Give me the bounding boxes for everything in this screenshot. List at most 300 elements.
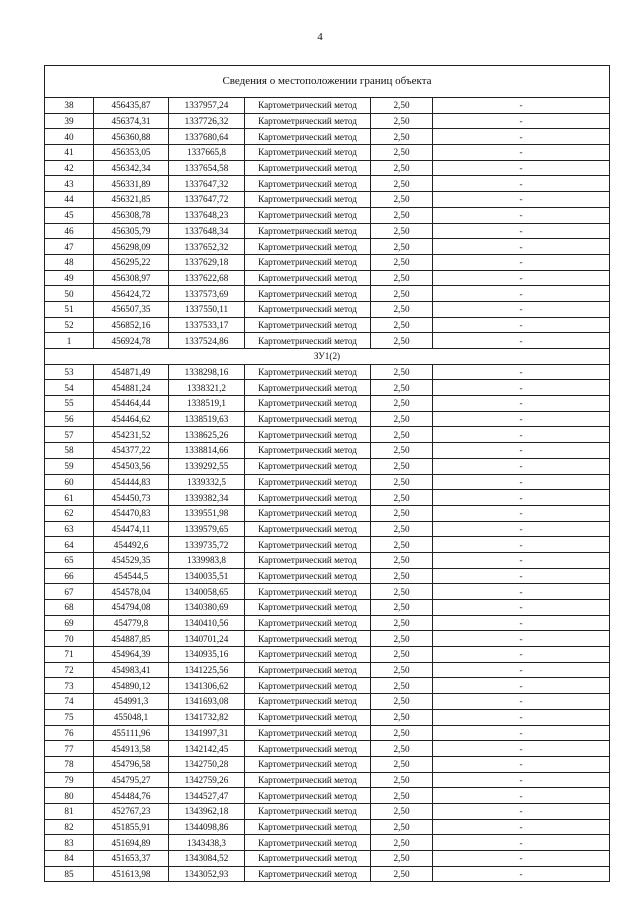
table-row (45, 631, 610, 647)
boundary-coordinates-table (44, 65, 610, 882)
table-row (45, 145, 610, 161)
table-row (45, 270, 610, 286)
y-coordinate-cell: 1339551,98 (169, 505, 245, 521)
precision-cell: 2,50 (371, 788, 433, 804)
note-cell: - (433, 851, 610, 867)
precision-cell: 2,50 (371, 160, 433, 176)
point-number-cell: 1 (45, 333, 94, 349)
method-cell: Картометрический метод (245, 223, 371, 239)
x-coordinate-cell: 451653,37 (94, 851, 169, 867)
precision-cell: 2,50 (371, 98, 433, 114)
method-cell: Картометрический метод (245, 192, 371, 208)
note-cell: - (433, 270, 610, 286)
point-number-cell: 64 (45, 537, 94, 553)
table-row (45, 160, 610, 176)
note-cell: - (433, 145, 610, 161)
y-coordinate-cell: 1339332,5 (169, 474, 245, 490)
x-coordinate-cell: 456507,35 (94, 301, 169, 317)
note-cell: - (433, 615, 610, 631)
note-cell: - (433, 129, 610, 145)
table-row (45, 678, 610, 694)
note-cell: - (433, 223, 610, 239)
point-number-cell: 44 (45, 192, 94, 208)
section-label: ЗУ1(2) (45, 349, 610, 365)
y-coordinate-cell: 1341306,62 (169, 678, 245, 694)
note-cell: - (433, 725, 610, 741)
y-coordinate-cell: 1337654,58 (169, 160, 245, 176)
point-number-cell: 55 (45, 396, 94, 412)
method-cell: Картометрический метод (245, 584, 371, 600)
method-cell: Картометрический метод (245, 694, 371, 710)
y-coordinate-cell: 1337680,64 (169, 129, 245, 145)
method-cell: Картометрический метод (245, 427, 371, 443)
table-row (45, 725, 610, 741)
method-cell: Картометрический метод (245, 600, 371, 616)
x-coordinate-cell: 454779,8 (94, 615, 169, 631)
method-cell: Картометрический метод (245, 505, 371, 521)
note-cell: - (433, 254, 610, 270)
point-number-cell: 75 (45, 709, 94, 725)
x-coordinate-cell: 454983,41 (94, 662, 169, 678)
note-cell: - (433, 301, 610, 317)
y-coordinate-cell: 1337652,32 (169, 239, 245, 255)
note-cell: - (433, 788, 610, 804)
point-number-cell: 62 (45, 505, 94, 521)
method-cell: Картометрический метод (245, 490, 371, 506)
method-cell: Картометрический метод (245, 788, 371, 804)
point-number-cell: 53 (45, 364, 94, 380)
note-cell: - (433, 427, 610, 443)
y-coordinate-cell: 1343052,93 (169, 866, 245, 882)
precision-cell: 2,50 (371, 443, 433, 459)
note-cell: - (433, 568, 610, 584)
table-row (45, 458, 610, 474)
section-row (45, 349, 610, 365)
table-row (45, 254, 610, 270)
table-row (45, 505, 610, 521)
x-coordinate-cell: 456331,89 (94, 176, 169, 192)
table-row (45, 223, 610, 239)
note-cell: - (433, 835, 610, 851)
table-row (45, 866, 610, 882)
precision-cell: 2,50 (371, 239, 433, 255)
x-coordinate-cell: 454991,3 (94, 694, 169, 710)
table-row (45, 709, 610, 725)
x-coordinate-cell: 454470,83 (94, 505, 169, 521)
point-number-cell: 77 (45, 741, 94, 757)
note-cell: - (433, 819, 610, 835)
table-row (45, 207, 610, 223)
y-coordinate-cell: 1341997,31 (169, 725, 245, 741)
note-cell: - (433, 474, 610, 490)
point-number-cell: 58 (45, 443, 94, 459)
x-coordinate-cell: 456342,34 (94, 160, 169, 176)
y-coordinate-cell: 1339292,55 (169, 458, 245, 474)
precision-cell: 2,50 (371, 286, 433, 302)
note-cell: - (433, 662, 610, 678)
point-number-cell: 59 (45, 458, 94, 474)
y-coordinate-cell: 1343438,3 (169, 835, 245, 851)
note-cell: - (433, 552, 610, 568)
point-number-cell: 79 (45, 772, 94, 788)
note-cell: - (433, 98, 610, 114)
method-cell: Картометрический метод (245, 239, 371, 255)
point-number-cell: 68 (45, 600, 94, 616)
note-cell: - (433, 584, 610, 600)
point-number-cell: 48 (45, 254, 94, 270)
y-coordinate-cell: 1340035,51 (169, 568, 245, 584)
x-coordinate-cell: 456424,72 (94, 286, 169, 302)
method-cell: Картометрический метод (245, 411, 371, 427)
x-coordinate-cell: 454484,76 (94, 788, 169, 804)
x-coordinate-cell: 454444,83 (94, 474, 169, 490)
precision-cell: 2,50 (371, 192, 433, 208)
x-coordinate-cell: 454464,62 (94, 411, 169, 427)
method-cell: Картометрический метод (245, 662, 371, 678)
precision-cell: 2,50 (371, 474, 433, 490)
method-cell: Картометрический метод (245, 851, 371, 867)
precision-cell: 2,50 (371, 380, 433, 396)
method-cell: Картометрический метод (245, 474, 371, 490)
note-cell: - (433, 176, 610, 192)
y-coordinate-cell: 1337647,32 (169, 176, 245, 192)
table-row (45, 317, 610, 333)
point-number-cell: 39 (45, 113, 94, 129)
x-coordinate-cell: 454474,11 (94, 521, 169, 537)
precision-cell: 2,50 (371, 694, 433, 710)
y-coordinate-cell: 1340935,16 (169, 647, 245, 663)
point-number-cell: 66 (45, 568, 94, 584)
note-cell: - (433, 521, 610, 537)
precision-cell: 2,50 (371, 772, 433, 788)
x-coordinate-cell: 451855,91 (94, 819, 169, 835)
x-coordinate-cell: 455111,96 (94, 725, 169, 741)
precision-cell: 2,50 (371, 396, 433, 412)
precision-cell: 2,50 (371, 207, 433, 223)
note-cell: - (433, 741, 610, 757)
x-coordinate-cell: 454871,49 (94, 364, 169, 380)
x-coordinate-cell: 454529,35 (94, 552, 169, 568)
x-coordinate-cell: 454578,04 (94, 584, 169, 600)
y-coordinate-cell: 1337533,17 (169, 317, 245, 333)
precision-cell: 2,50 (371, 851, 433, 867)
point-number-cell: 78 (45, 756, 94, 772)
point-number-cell: 80 (45, 788, 94, 804)
point-number-cell: 43 (45, 176, 94, 192)
point-number-cell: 51 (45, 301, 94, 317)
y-coordinate-cell: 1337629,18 (169, 254, 245, 270)
y-coordinate-cell: 1340058,65 (169, 584, 245, 600)
point-number-cell: 69 (45, 615, 94, 631)
x-coordinate-cell: 454887,85 (94, 631, 169, 647)
point-number-cell: 63 (45, 521, 94, 537)
method-cell: Картометрический метод (245, 254, 371, 270)
y-coordinate-cell: 1337524,86 (169, 333, 245, 349)
table-row (45, 443, 610, 459)
x-coordinate-cell: 456360,88 (94, 129, 169, 145)
y-coordinate-cell: 1339735,72 (169, 537, 245, 553)
precision-cell: 2,50 (371, 129, 433, 145)
y-coordinate-cell: 1337573,69 (169, 286, 245, 302)
precision-cell: 2,50 (371, 584, 433, 600)
precision-cell: 2,50 (371, 647, 433, 663)
page-number: 4 (317, 31, 323, 43)
method-cell: Картометрический метод (245, 835, 371, 851)
method-cell: Картометрический метод (245, 725, 371, 741)
method-cell: Картометрический метод (245, 537, 371, 553)
note-cell: - (433, 286, 610, 302)
precision-cell: 2,50 (371, 662, 433, 678)
y-coordinate-cell: 1342759,26 (169, 772, 245, 788)
table-title: Сведения о местоположении границ объекта (45, 66, 610, 98)
note-cell: - (433, 364, 610, 380)
method-cell: Картометрический метод (245, 176, 371, 192)
x-coordinate-cell: 456295,22 (94, 254, 169, 270)
table-row (45, 615, 610, 631)
precision-cell: 2,50 (371, 505, 433, 521)
point-number-cell: 73 (45, 678, 94, 694)
table-title-row (45, 66, 610, 98)
method-cell: Картометрический метод (245, 364, 371, 380)
y-coordinate-cell: 1344098,86 (169, 819, 245, 835)
note-cell: - (433, 113, 610, 129)
table-row (45, 474, 610, 490)
table-row (45, 647, 610, 663)
point-number-cell: 45 (45, 207, 94, 223)
table-row (45, 803, 610, 819)
precision-cell: 2,50 (371, 427, 433, 443)
note-cell: - (433, 380, 610, 396)
point-number-cell: 70 (45, 631, 94, 647)
table-row (45, 694, 610, 710)
note-cell: - (433, 317, 610, 333)
note-cell: - (433, 647, 610, 663)
method-cell: Картометрический метод (245, 333, 371, 349)
x-coordinate-cell: 456353,05 (94, 145, 169, 161)
x-coordinate-cell: 456924,78 (94, 333, 169, 349)
x-coordinate-cell: 456321,85 (94, 192, 169, 208)
note-cell: - (433, 458, 610, 474)
point-number-cell: 40 (45, 129, 94, 145)
x-coordinate-cell: 456374,31 (94, 113, 169, 129)
y-coordinate-cell: 1337726,32 (169, 113, 245, 129)
y-coordinate-cell: 1338298,16 (169, 364, 245, 380)
method-cell: Картометрический метод (245, 129, 371, 145)
precision-cell: 2,50 (371, 552, 433, 568)
point-number-cell: 74 (45, 694, 94, 710)
point-number-cell: 42 (45, 160, 94, 176)
table-row (45, 286, 610, 302)
method-cell: Картометрический метод (245, 631, 371, 647)
x-coordinate-cell: 451613,98 (94, 866, 169, 882)
point-number-cell: 67 (45, 584, 94, 600)
table-row (45, 568, 610, 584)
note-cell: - (433, 709, 610, 725)
precision-cell: 2,50 (371, 223, 433, 239)
x-coordinate-cell: 454796,58 (94, 756, 169, 772)
point-number-cell: 52 (45, 317, 94, 333)
point-number-cell: 83 (45, 835, 94, 851)
x-coordinate-cell: 456435,87 (94, 98, 169, 114)
precision-cell: 2,50 (371, 615, 433, 631)
table-row (45, 741, 610, 757)
point-number-cell: 41 (45, 145, 94, 161)
y-coordinate-cell: 1338814,66 (169, 443, 245, 459)
precision-cell: 2,50 (371, 490, 433, 506)
table-row (45, 662, 610, 678)
method-cell: Картометрический метод (245, 286, 371, 302)
y-coordinate-cell: 1342142,45 (169, 741, 245, 757)
note-cell: - (433, 678, 610, 694)
method-cell: Картометрический метод (245, 380, 371, 396)
method-cell: Картометрический метод (245, 803, 371, 819)
precision-cell: 2,50 (371, 835, 433, 851)
method-cell: Картометрический метод (245, 396, 371, 412)
table-row (45, 552, 610, 568)
table-row (45, 113, 610, 129)
y-coordinate-cell: 1337550,11 (169, 301, 245, 317)
point-number-cell: 46 (45, 223, 94, 239)
table-row (45, 851, 610, 867)
y-coordinate-cell: 1340701,24 (169, 631, 245, 647)
point-number-cell: 65 (45, 552, 94, 568)
table-row (45, 537, 610, 553)
precision-cell: 2,50 (371, 568, 433, 584)
table-row (45, 756, 610, 772)
x-coordinate-cell: 456852,16 (94, 317, 169, 333)
method-cell: Картометрический метод (245, 317, 371, 333)
table-row (45, 819, 610, 835)
point-number-cell: 61 (45, 490, 94, 506)
note-cell: - (433, 192, 610, 208)
precision-cell: 2,50 (371, 631, 433, 647)
x-coordinate-cell: 454881,24 (94, 380, 169, 396)
note-cell: - (433, 694, 610, 710)
y-coordinate-cell: 1343962,18 (169, 803, 245, 819)
table-row (45, 364, 610, 380)
table-row (45, 772, 610, 788)
method-cell: Картометрический метод (245, 145, 371, 161)
y-coordinate-cell: 1339579,65 (169, 521, 245, 537)
method-cell: Картометрический метод (245, 552, 371, 568)
precision-cell: 2,50 (371, 364, 433, 380)
method-cell: Картометрический метод (245, 819, 371, 835)
note-cell: - (433, 411, 610, 427)
table-row (45, 98, 610, 114)
x-coordinate-cell: 454795,27 (94, 772, 169, 788)
table-row (45, 411, 610, 427)
note-cell: - (433, 866, 610, 882)
precision-cell: 2,50 (371, 756, 433, 772)
y-coordinate-cell: 1339382,34 (169, 490, 245, 506)
y-coordinate-cell: 1338625,26 (169, 427, 245, 443)
y-coordinate-cell: 1337622,68 (169, 270, 245, 286)
table-row (45, 380, 610, 396)
precision-cell: 2,50 (371, 803, 433, 819)
note-cell: - (433, 160, 610, 176)
y-coordinate-cell: 1337647,72 (169, 192, 245, 208)
precision-cell: 2,50 (371, 678, 433, 694)
precision-cell: 2,50 (371, 725, 433, 741)
point-number-cell: 71 (45, 647, 94, 663)
table-row (45, 129, 610, 145)
x-coordinate-cell: 454464,44 (94, 396, 169, 412)
y-coordinate-cell: 1337648,23 (169, 207, 245, 223)
method-cell: Картометрический метод (245, 443, 371, 459)
method-cell: Картометрический метод (245, 756, 371, 772)
x-coordinate-cell: 452767,23 (94, 803, 169, 819)
precision-cell: 2,50 (371, 819, 433, 835)
method-cell: Картометрический метод (245, 207, 371, 223)
point-number-cell: 82 (45, 819, 94, 835)
point-number-cell: 49 (45, 270, 94, 286)
x-coordinate-cell: 454377,22 (94, 443, 169, 459)
table-row (45, 176, 610, 192)
precision-cell: 2,50 (371, 333, 433, 349)
x-coordinate-cell: 456308,97 (94, 270, 169, 286)
method-cell: Картометрический метод (245, 458, 371, 474)
y-coordinate-cell: 1337957,24 (169, 98, 245, 114)
point-number-cell: 81 (45, 803, 94, 819)
table-row (45, 427, 610, 443)
method-cell: Картометрический метод (245, 521, 371, 537)
method-cell: Картометрический метод (245, 678, 371, 694)
x-coordinate-cell: 456308,78 (94, 207, 169, 223)
note-cell: - (433, 803, 610, 819)
note-cell: - (433, 490, 610, 506)
x-coordinate-cell: 456298,09 (94, 239, 169, 255)
precision-cell: 2,50 (371, 145, 433, 161)
x-coordinate-cell: 454503,56 (94, 458, 169, 474)
point-number-cell: 57 (45, 427, 94, 443)
note-cell: - (433, 631, 610, 647)
precision-cell: 2,50 (371, 270, 433, 286)
method-cell: Картометрический метод (245, 709, 371, 725)
y-coordinate-cell: 1338519,1 (169, 396, 245, 412)
y-coordinate-cell: 1340410,56 (169, 615, 245, 631)
point-number-cell: 56 (45, 411, 94, 427)
method-cell: Картометрический метод (245, 615, 371, 631)
note-cell: - (433, 207, 610, 223)
y-coordinate-cell: 1339983,8 (169, 552, 245, 568)
x-coordinate-cell: 454544,5 (94, 568, 169, 584)
x-coordinate-cell: 454794,08 (94, 600, 169, 616)
table-row (45, 835, 610, 851)
table-row (45, 192, 610, 208)
method-cell: Картометрический метод (245, 772, 371, 788)
table-row (45, 584, 610, 600)
precision-cell: 2,50 (371, 866, 433, 882)
method-cell: Картометрический метод (245, 160, 371, 176)
y-coordinate-cell: 1337648,34 (169, 223, 245, 239)
note-cell: - (433, 537, 610, 553)
method-cell: Картометрический метод (245, 113, 371, 129)
precision-cell: 2,50 (371, 411, 433, 427)
y-coordinate-cell: 1341225,56 (169, 662, 245, 678)
note-cell: - (433, 505, 610, 521)
x-coordinate-cell: 454890,12 (94, 678, 169, 694)
point-number-cell: 47 (45, 239, 94, 255)
table-row (45, 521, 610, 537)
table-row (45, 301, 610, 317)
point-number-cell: 84 (45, 851, 94, 867)
y-coordinate-cell: 1338519,63 (169, 411, 245, 427)
method-cell: Картометрический метод (245, 270, 371, 286)
note-cell: - (433, 756, 610, 772)
x-coordinate-cell: 454492,6 (94, 537, 169, 553)
note-cell: - (433, 333, 610, 349)
point-number-cell: 85 (45, 866, 94, 882)
